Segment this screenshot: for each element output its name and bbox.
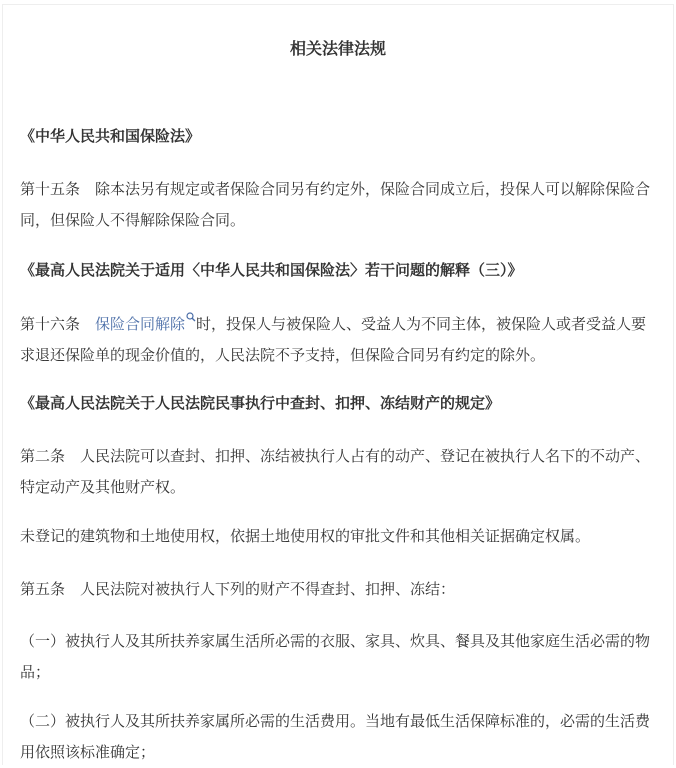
article-16-rest: 时，投保人与被保险人、受益人为不同主体，被保险人或者受益人要求退还保险单的现金价值的，人民法院不予支持，但保险合同另有约定的除外。 — [20, 315, 647, 364]
article-2-text: 第二条 人民法院可以查封、扣押、冻结被执行人占有的动产、登记在被执行人名下的不动产、特定动产及其他财产权。 — [20, 447, 651, 496]
item-2-text: （二）被执行人及其所扶养家属所必需的生活费用。当地有最低生活保障标准的，必需的生活费用依照该标准确定； — [20, 712, 651, 761]
law-heading-insurance-law: 《中华人民共和国保险法》 — [20, 127, 201, 145]
page-title: 相关法律法规 — [289, 39, 386, 58]
article-15-text: 第十五条 除本法另有规定或者保险合同另有约定外，保险合同成立后，投保人可以解除保险合同，但保险人不得解除保险合同。 — [20, 180, 651, 229]
unregistered-property-text: 未登记的建筑物和土地使用权，依据土地使用权的审批文件和其他相关证据确定权属。 — [20, 527, 591, 545]
insurance-contract-termination-link[interactable]: 保险合同解除 — [95, 315, 186, 333]
item-1-text: （一）被执行人及其所扶养家属生活所必需的衣服、家具、炊具、餐具及其他家庭生活必需的物品； — [20, 632, 651, 681]
article-16-text — [20, 309, 660, 371]
search-icon[interactable] — [186, 312, 196, 322]
article-16-prefix: 第十六条 — [20, 315, 96, 333]
law-heading-seizure-rules: 《最高人民法院关于人民法院民事执行中查封、扣押、冻结财产的规定》 — [20, 394, 501, 412]
law-heading-judicial-interpretation: 《最高人民法院关于适用〈中华人民共和国保险法〉若干问题的解释（三）》 — [20, 261, 523, 279]
article-5-text: 第五条 人民法院对被执行人下列的财产不得查封、扣押、冻结： — [20, 580, 456, 598]
